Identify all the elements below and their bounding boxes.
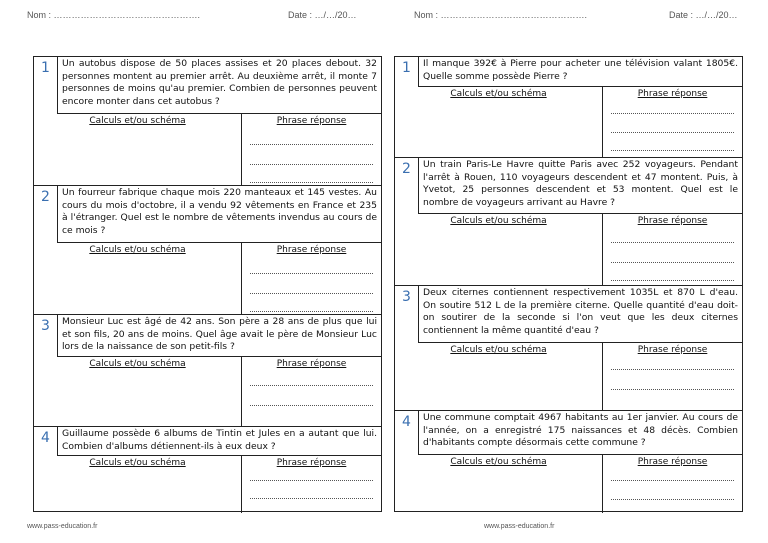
answer-line (611, 280, 734, 281)
calc-box[interactable] (395, 87, 603, 157)
phrase-label: Phrase réponse (637, 89, 708, 99)
answer-line (250, 293, 373, 294)
answer-area (395, 343, 742, 410)
answer-line (611, 150, 734, 151)
answer-line (611, 113, 734, 114)
answer-line (250, 311, 373, 312)
answer-line (611, 389, 734, 390)
answer-line (611, 499, 734, 500)
phrase-box[interactable] (603, 87, 742, 157)
calc-label: Calculs et/ou schéma (450, 457, 547, 467)
problem-2 (395, 158, 742, 286)
calc-box[interactable] (34, 456, 242, 513)
date-label-right: Date : …/…/20… (669, 10, 738, 20)
problem-number: 3 (34, 315, 58, 357)
phrase-box[interactable] (603, 343, 742, 410)
problem-number: 2 (34, 186, 58, 243)
footer-url-right[interactable]: www.pass-education.fr (484, 523, 555, 530)
answer-line (250, 144, 373, 145)
phrase-label: Phrase réponse (276, 116, 347, 126)
answer-line (250, 385, 373, 386)
answer-area (395, 87, 742, 157)
calc-label: Calculs et/ou schéma (89, 116, 186, 126)
problem-number: 4 (395, 411, 419, 455)
problem-3 (34, 315, 381, 427)
problem-number: 3 (395, 286, 419, 343)
answer-line (611, 262, 734, 263)
answer-line (250, 480, 373, 481)
problem-2 (34, 186, 381, 315)
problem-text: Un fourreur fabrique chaque mois 220 manteaux et 145 vestes. Au cours du mois d'octobre, il a vendu 92 vêtements en France et 235 à l'étranger. Quel est le nombre de vêtements invendus au cours de ce mois ? (58, 186, 381, 243)
problem-text: Une commune comptait 4967 habitants au 1er janvier. Au cours de l'année, on a enregistré 175 naissances et 48 décès. Combien d'habitants compte désormais cette commune ? (419, 411, 742, 455)
problem-number: 1 (395, 57, 419, 87)
problem-number: 1 (34, 57, 58, 114)
phrase-box[interactable] (242, 357, 381, 426)
name-label-right: Nom : …………………………………………. (414, 10, 588, 20)
phrase-label: Phrase réponse (276, 458, 347, 468)
problem-text: Un train Paris-Le Havre quitte Paris avec 252 voyageurs. Pendant l'arrêt à Rouen, 110 voyageurs descendent et 47 montent. Puis, à Yvetot, 25 personnes descendent et 53 montent. Quel est le nombre de voyageurs arrivant au Havre ? (419, 158, 742, 214)
answer-line (250, 164, 373, 165)
answer-line (250, 273, 373, 274)
problem-text: Un autobus dispose de 50 places assises et 20 places debout. 32 personnes montent au premier arrêt. Au deuxième arrêt, il monte 7 personnes de moins qu'au premier. Combien de personnes peuvent encore monter dans cet autobus ? (58, 57, 381, 114)
problem-1 (395, 57, 742, 158)
problem-3 (395, 286, 742, 411)
calc-label: Calculs et/ou schéma (89, 359, 186, 369)
problem-text: Deux citernes contiennent respectivement 1035L et 870 L d'eau. On soutire 512 L de la première citerne. Quelle quantité d'eau doit-on soutirer de la seconde si l'on veut que les deux citernes contiennent la même quantité d'eau ? (419, 286, 742, 343)
phrase-label: Phrase réponse (637, 216, 708, 226)
calc-label: Calculs et/ou schéma (450, 345, 547, 355)
phrase-box[interactable] (242, 114, 381, 185)
calc-box[interactable] (34, 243, 242, 314)
problem-text: Il manque 392€ à Pierre pour acheter une télévision valant 1805€. Quelle somme possède Pierre ? (419, 57, 742, 87)
calc-box[interactable] (395, 214, 603, 285)
problem-number: 4 (34, 427, 58, 456)
phrase-box[interactable] (242, 456, 381, 513)
calc-box[interactable] (34, 114, 242, 185)
worksheet-right (394, 56, 743, 512)
phrase-label: Phrase réponse (276, 245, 347, 255)
calc-label: Calculs et/ou schéma (89, 245, 186, 255)
name-label-left: Nom : …………………………………………. (27, 10, 201, 20)
answer-line (250, 182, 373, 183)
answer-line (611, 242, 734, 243)
problem-4 (395, 411, 742, 513)
phrase-box[interactable] (603, 455, 742, 513)
phrase-box[interactable] (242, 243, 381, 314)
calc-box[interactable] (395, 455, 603, 513)
answer-line (250, 405, 373, 406)
problem-4 (34, 427, 381, 513)
footer-url-left[interactable]: www.pass-education.fr (27, 523, 98, 530)
problem-text: Monsieur Luc est âgé de 42 ans. Son père a 28 ans de plus que lui et son fils, 20 ans de moins. Quel âge avait le père de Monsieur Luc lors de la naissance de son petit-fils ? (58, 315, 381, 357)
phrase-label: Phrase réponse (637, 457, 708, 467)
phrase-label: Phrase réponse (276, 359, 347, 369)
answer-line (611, 480, 734, 481)
answer-area (395, 455, 742, 513)
answer-area (34, 114, 381, 185)
calc-box[interactable] (34, 357, 242, 426)
phrase-box[interactable] (603, 214, 742, 285)
calc-label: Calculs et/ou schéma (450, 216, 547, 226)
answer-area (34, 456, 381, 513)
calc-label: Calculs et/ou schéma (450, 89, 547, 99)
problem-text: Guillaume possède 6 albums de Tintin et Jules en a autant que lui. Combien d'albums détiennent-ils à eux deux ? (58, 427, 381, 456)
answer-area (34, 243, 381, 314)
problem-number: 2 (395, 158, 419, 214)
phrase-label: Phrase réponse (637, 345, 708, 355)
calc-label: Calculs et/ou schéma (89, 458, 186, 468)
problem-1 (34, 57, 381, 186)
date-label-left: Date : …/…/20… (288, 10, 357, 20)
answer-area (395, 214, 742, 285)
answer-line (611, 369, 734, 370)
calc-box[interactable] (395, 343, 603, 410)
answer-area (34, 357, 381, 426)
answer-line (250, 498, 373, 499)
answer-line (611, 132, 734, 133)
worksheet-left (33, 56, 382, 512)
